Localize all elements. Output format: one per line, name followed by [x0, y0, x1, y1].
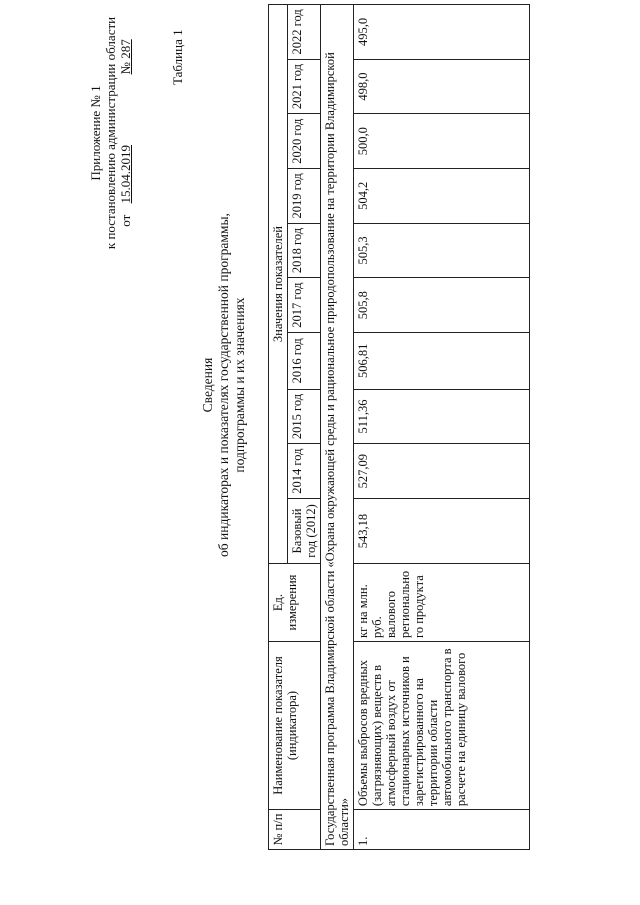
section-title: Государственная программа Владимирской области «Охрана окружающей среды и рациональное природопользование на территории Владимирской области» [321, 5, 354, 850]
table-label: Таблица 1 [170, 29, 185, 85]
title-line-3: подпрограммы и их значениях [232, 297, 247, 473]
row-value: 506,81 [354, 332, 530, 389]
indicators-table [268, 4, 530, 850]
header-year: Базовый год (2012) [288, 498, 321, 563]
row-value: 505,3 [354, 223, 530, 278]
row-value: 500,0 [354, 114, 530, 169]
document-title [200, 165, 248, 605]
header-unit: Ед. измерения [269, 564, 321, 642]
header-year: 2015 год [288, 389, 321, 444]
row-num: 1. [354, 810, 530, 850]
header-year: 2016 год [288, 332, 321, 389]
header-year: 2018 год [288, 223, 321, 278]
row-value: 505,8 [354, 278, 530, 333]
header-year: 2021 год [288, 59, 321, 114]
row-value: 511,36 [354, 389, 530, 444]
row-unit: кг на млн. руб. валового регионально го продукта [354, 564, 530, 642]
section-row [321, 5, 354, 850]
header-year: 2014 год [288, 444, 321, 499]
decree-reference: к постановлению администрации области [103, 16, 118, 250]
row-name: Объемы выбросов вредных (загрязняющих) веществ в атмосферный воздух от стационарных источников и зарегистрированного на территории области автомобильного транспорта в расчете на единицу валового [354, 641, 530, 809]
table-row [354, 5, 530, 850]
header-values: Значения показателей [269, 5, 288, 564]
title-line-2: об индикаторах и показателях государственной программы, [216, 213, 231, 557]
header-num: № п/п [269, 810, 321, 850]
row-value: 495,0 [354, 5, 530, 60]
row-value: 543,18 [354, 498, 530, 563]
title-line-1: Сведения [200, 357, 215, 413]
decree-number: № 287 [118, 39, 133, 75]
header-row-1 [269, 5, 288, 850]
row-value: 504,2 [354, 169, 530, 224]
row-value: 498,0 [354, 59, 530, 114]
header-year: 2020 год [288, 114, 321, 169]
header-year: 2017 год [288, 278, 321, 333]
decree-date: 15.04.2019 [118, 144, 133, 204]
row-value: 527,09 [354, 444, 530, 499]
header-name: Наименование показателя (индикатора) [269, 641, 321, 809]
appendix-header [88, 13, 133, 253]
decree-date-line [118, 13, 133, 253]
header-year: 2022 год [288, 5, 321, 60]
header-year: 2019 год [288, 169, 321, 224]
appendix-title: Приложение № 1 [88, 85, 103, 181]
date-prefix: от [118, 214, 133, 227]
